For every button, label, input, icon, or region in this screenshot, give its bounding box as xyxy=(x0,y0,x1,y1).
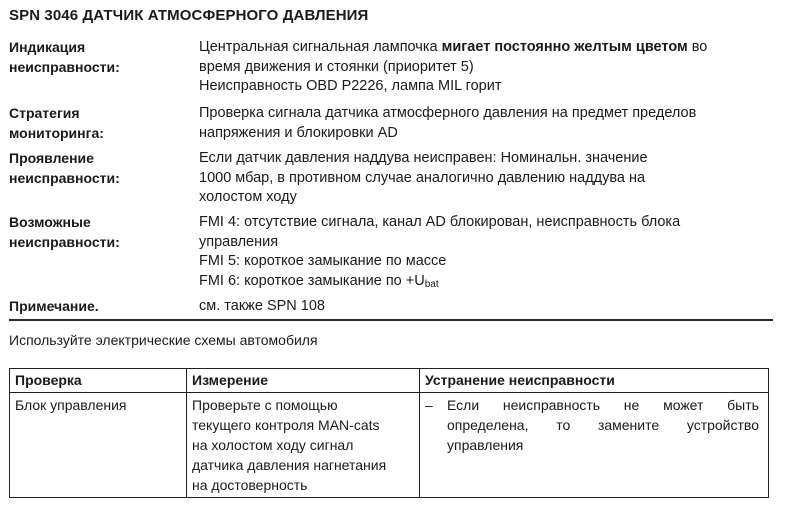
row-label xyxy=(9,213,194,252)
page-title: SPN 3046 ДАТЧИК АТМОСФЕРНОГО ДАВЛЕНИЯ xyxy=(9,7,369,24)
value-line: управления xyxy=(199,233,279,250)
label-line: неисправности: xyxy=(9,169,120,186)
row-value xyxy=(199,213,779,294)
label-line: Проявление xyxy=(9,150,94,166)
value-line: см. также SPN 108 xyxy=(199,298,325,314)
value-line: напряжения и блокировки AD xyxy=(199,124,398,141)
check-table xyxy=(9,368,769,498)
row-value xyxy=(199,38,779,97)
value-line: Центральная сигнальная лампочка мигает постоянно желтым цветом во xyxy=(199,39,708,55)
highlight-text: мигает постоянно желтым цветом xyxy=(441,39,688,55)
row-label xyxy=(9,38,194,77)
row-value xyxy=(199,104,779,143)
header-measurement: Измерение xyxy=(187,369,420,393)
cell-line: датчика давления нагнетания xyxy=(192,457,387,473)
dash-bullet: – xyxy=(425,397,433,413)
cell-line: на достоверность xyxy=(192,477,308,493)
value-line: Неисправность OBD P2226, лампа MIL горит xyxy=(199,78,502,94)
cell-line: Если неисправность не может быть xyxy=(447,397,759,413)
row-value xyxy=(199,149,779,208)
note-text: Используйте электрические схемы автомобиля xyxy=(9,332,318,348)
cell-measurement xyxy=(187,393,420,498)
row-value xyxy=(199,297,779,317)
label-line: Стратегия xyxy=(9,105,80,121)
header-fix: Устранение неисправности xyxy=(420,369,769,393)
value-line: FMI 5: короткое замыкание по массе xyxy=(199,253,447,269)
cell-check: Блок управления xyxy=(10,393,187,498)
cell-line: управления xyxy=(447,437,524,453)
label-line: Возможные xyxy=(9,214,91,230)
row-label xyxy=(9,297,194,317)
label-line: мониторинга: xyxy=(9,124,104,141)
value-line: FMI 4: отсутствие сигнала, канал AD блокирован, неисправность блока xyxy=(199,214,681,230)
value-line: холостом ходу xyxy=(199,189,297,205)
label-line: неисправности: xyxy=(9,233,120,250)
label-line: неисправности: xyxy=(9,58,120,75)
cell-line: на холостом ходу сигнал xyxy=(192,437,354,453)
value-line: Проверка сигнала датчика атмосферного давления на предмет пределов xyxy=(199,105,697,121)
value-line: Если датчик давления наддува неисправен: Номинальн. значение xyxy=(199,150,648,166)
label-line: Примечание. xyxy=(9,298,99,314)
table-row xyxy=(10,393,769,498)
subscript: bat xyxy=(424,278,439,290)
cell-fix xyxy=(420,393,769,498)
header-check: Проверка xyxy=(10,369,187,393)
row-label xyxy=(9,149,194,188)
row-label xyxy=(9,104,194,143)
value-line: время движения и стоянки (приоритет 5) xyxy=(199,58,474,75)
cell-line: определена, то замените устройство xyxy=(447,417,759,433)
cell-line: Проверьте с помощью xyxy=(192,397,338,413)
value-line: 1000 мбар, в противном случае аналогично давлению наддува на xyxy=(199,169,646,186)
table-header-row xyxy=(10,369,769,393)
value-line: FMI 6: короткое замыкание по $+U_{bat}$ xyxy=(199,272,439,290)
label-line: Индикация xyxy=(9,39,86,55)
cell-line: текущего контроля MAN-cats xyxy=(192,417,380,433)
divider-line xyxy=(9,319,773,321)
